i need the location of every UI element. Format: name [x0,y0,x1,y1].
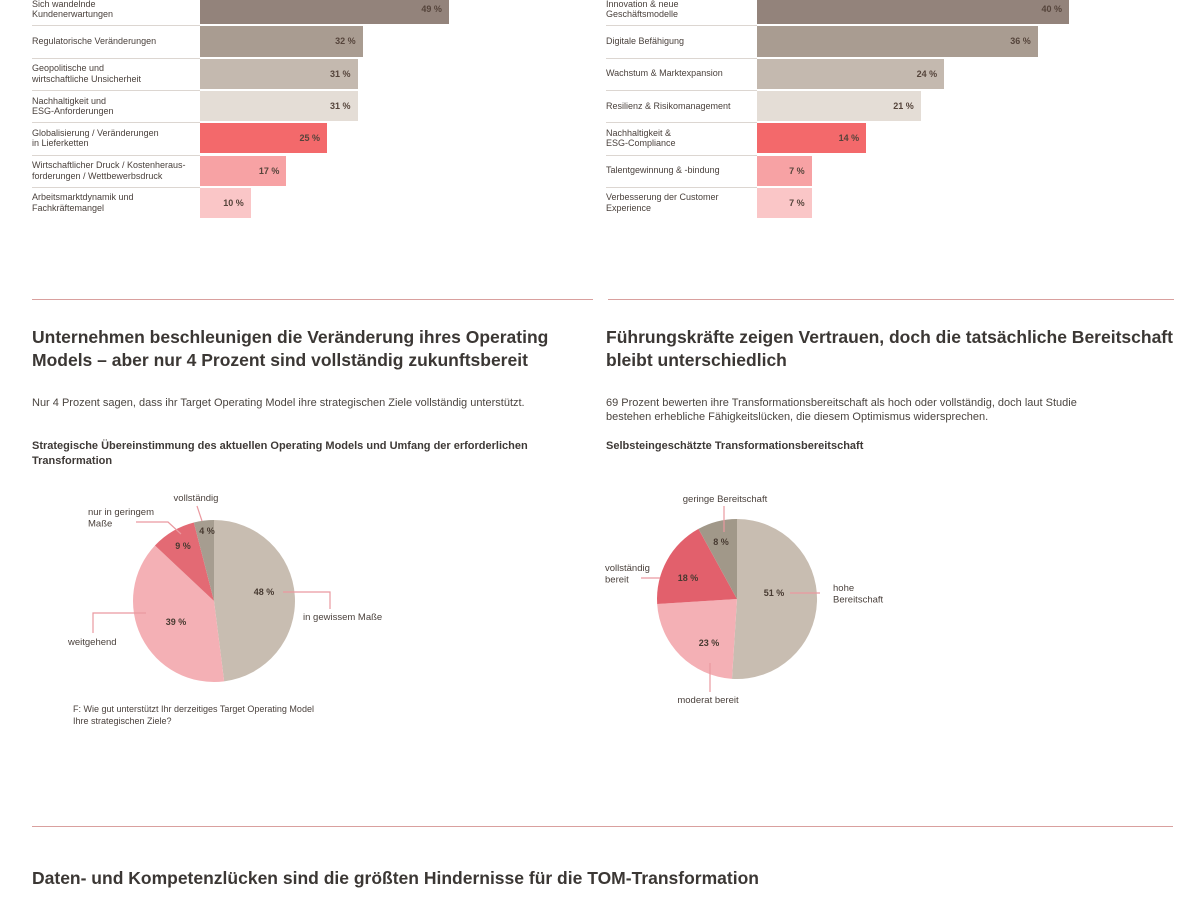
pie-slice-label: in gewissem Maße [303,612,383,623]
text-line: Geschäftsmodelle [606,9,679,20]
text-line: Sich wandelnde [32,0,96,9]
bar [757,59,944,89]
pie-footnote-left [73,704,314,727]
pie-value-label: 39 % [165,617,187,627]
bar-category-label [606,91,752,121]
pie-slice-label: nur in geringem Maße [88,507,155,530]
text-line: Resilienz & Risikomanagement [606,100,731,111]
bar-value-label: 31 % [329,101,351,112]
text-line: Arbeitsmarktdynamik und [32,192,134,203]
text-line: Innovation & neue [606,0,679,9]
bar-value-label: 25 % [299,133,320,144]
bar-value-label: 31 % [329,68,351,79]
bar-value-label: 17 % [258,165,280,176]
bar-value-label: 36 % [1010,36,1031,47]
text-line: Unternehmen beschleunigen die Veränderung ihres Operating [32,327,549,347]
bar [757,91,921,121]
pie-slice-label: vollständig [173,493,219,504]
bar-category-label [606,0,752,24]
bar-value-label: 7 % [789,197,805,208]
text-line: Strategische Übereinstimmung des aktuellen Operating Models und Umfang der erforderlichen [32,440,528,452]
pie-slice-label: weitgehend [68,637,117,648]
bar-category-label [606,188,752,218]
text-line: bleibt unterschiedlich [606,350,787,370]
text-line: wirtschaftliche Unsicherheit [32,73,142,84]
tom-alignment-pie [67,493,382,682]
pie-value-label: 8 % [713,537,729,547]
pie-slice [214,520,295,681]
pie-slice-label: hohe Bereitschaft [833,583,884,606]
pie-label-connector [197,506,202,521]
bar-value-label: 21 % [893,101,914,112]
text-line: Nachhaltigkeit und [32,95,107,106]
text-line: Verbesserung der Customer [606,192,719,203]
section-heading-right [606,326,1186,372]
text-line: Geopolitische und [32,63,105,74]
pie-value-label: 4 % [199,526,215,536]
bar [757,188,812,218]
section-divider-right [608,299,1174,300]
pie-value-label: 48 % [253,587,275,597]
text-line: Wachstum & Marktexpansion [606,68,723,79]
bar-category-label [606,156,752,186]
bar-value-label: 49 % [421,4,442,15]
bottom-divider [32,826,1173,827]
text-line: Experience [606,202,652,213]
chart-title-left [32,439,528,468]
bar-chart-transformation-goals [0,0,1200,230]
pie-slice [732,519,817,679]
text-line: in Lieferketten [32,138,89,149]
text-line: Nachhaltigkeit & [606,127,672,138]
bottom-heading: Daten- und Kompetenzlücken sind die größten Hindernisse für die TOM-Transformation [32,868,759,888]
bar-value-label: 40 % [1041,4,1062,15]
text-line: Talentgewinnung & -bindung [606,165,720,176]
bar [757,0,1069,24]
pie-value-label: 23 % [698,638,720,648]
bar-value-label: 32 % [335,36,356,47]
text-line: ESG-Anforderungen [32,106,114,117]
bar-category-label [606,26,752,56]
bar-value-label: 24 % [916,68,938,79]
bar-value-label: 7 % [789,165,805,176]
pie-slice-label: moderat bereit [677,695,739,706]
text-line: Selbsteingeschätzte Transformationsbereitschaft [606,440,864,452]
section-divider-left [32,299,593,300]
bar-value-label: 14 % [838,133,860,144]
bar-category-label [606,59,752,89]
text-line: F: Wie gut unterstützt Ihr derzeitiges Target Operating Model [73,704,314,714]
bar [757,156,812,186]
bar [757,26,1038,56]
text-line: Globalisierung / Veränderungen [32,127,159,138]
text-line: ESG-Compliance [606,138,676,149]
pie-slice-label: geringe Bereitschaft [682,494,768,505]
text-line: Ihre strategischen Ziele? [73,715,172,726]
text-line: Models – aber nur 4 Prozent sind vollständig zukunftsbereit [32,350,528,370]
pie-slice [657,599,737,679]
pie-charts-band [0,480,1200,740]
text-line: Nur 4 Prozent sagen, dass ihr Target Operating Model ihre strategischen Ziele vollständig unterstützt. [32,397,525,409]
text-line: Transformation [32,454,113,467]
section-heading-left [32,326,592,372]
pie-value-label: 18 % [677,573,699,583]
text-line: bestehen erhebliche Fähigkeitslücken, die diesem Optimismus widersprechen. [606,410,989,423]
section-body-left [32,397,525,411]
text-line: Kundenerwartungen [32,9,114,20]
chart-title-right [606,439,863,454]
section-body-right [606,397,1077,424]
text-line: Führungskräfte zeigen Vertrauen, doch die tatsächliche Bereitschaft [606,327,1173,347]
text-line: Fachkräftemangel [32,202,105,213]
text-line: 69 Prozent bewerten ihre Transformationsbereitschaft als hoch oder vollständig, doch laut Studie [606,397,1077,409]
text-line: Wirtschaftlicher Druck / Kostenheraus- [32,160,186,171]
bar [757,123,866,153]
pie-slice-label: vollständig bereit [605,563,650,586]
readiness-pie [605,494,884,706]
bar-category-label [606,123,752,153]
pie-value-label: 9 % [175,541,191,551]
text-line: Digitale Befähigung [606,36,685,47]
text-line: Regulatorische Veränderungen [32,36,157,47]
bar-value-label: 10 % [223,197,244,208]
text-line: forderungen / Wettbewerbsdruck [32,170,163,181]
pie-value-label: 51 % [763,588,785,598]
